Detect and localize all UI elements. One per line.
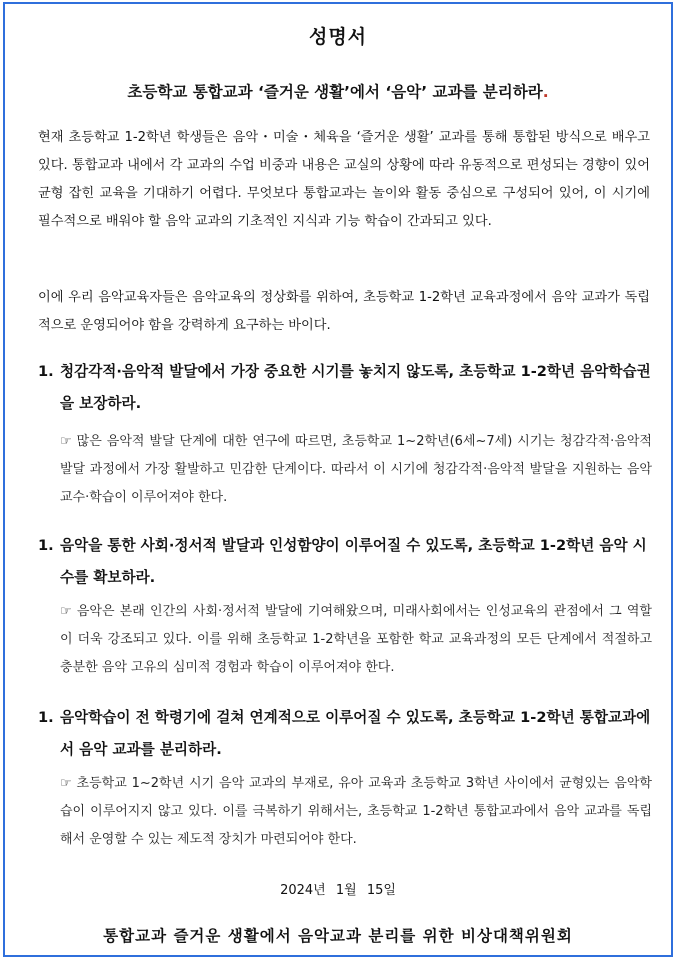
statement-document (3, 2, 673, 957)
item-heading-text: 청감각적·음악적 발달에서 가장 중요한 시기를 놓치지 않도록, 초등학교 1-2학년 음악학습권을 보장하라. (60, 363, 651, 412)
subtitle-text: 초등학교 통합교과 ‘즐거운 생활’에서 ‘음악’ 교과를 분리하라 (127, 83, 543, 101)
demand-paragraph: 이에 우리 음악교육자들은 음악교육의 정상화를 위하여, 초등학교 1-2학년 교육과정에서 음악 교과가 독립적으로 운영되어야 함을 강력하게 요구하는 바이다. (38, 290, 650, 333)
subtitle-period: . (542, 83, 549, 101)
item-heading-text: 음악을 통한 사회·정서적 발달과 인성함양이 이루어질 수 있도록, 초등학교 1-2학년 음악 시수를 확보하라. (60, 537, 647, 586)
demand-item-2-heading (38, 530, 652, 594)
item-number: 1. (38, 537, 54, 554)
document-subtitle (5, 80, 671, 102)
intro-paragraph: 현재 초등학교 1-2학년 학생들은 음악・미술・체육을 ‘즐거운 생활’ 교과를 통해 통합된 방식으로 배우고 있다. 통합교과 내에서 각 교과의 수업 비중과 내용은 교실의 상황에 따라 유동적으로 편성되는 경향이 있어 균형 잡힌 교육을 기대하기 어렵다. 무엇보다 통합교과는 놀이와 활동 중심으로 구성되어 있어, 이 시기에 필수적으로 배워야 할 음악 교과의 기초적인 지식과 기능 학습이 간과되고 있다. (38, 130, 650, 229)
demand-item-1-heading (38, 356, 652, 420)
item-heading-text: 음악학습이 전 학령기에 걸쳐 연계적으로 이루어질 수 있도록, 초등학교 1-2학년 통합교과에서 음악 교과를 분리하라. (60, 709, 651, 758)
demand-item-3-heading (38, 702, 652, 766)
document-date: 2024년 1월 15일 (280, 883, 396, 898)
demand-item-2-body: ☞ 음악은 본래 인간의 사회·정서적 발달에 기여해왔으며, 미래사회에서는 인성교육의 관점에서 그 역할이 더욱 강조되고 있다. 이를 위해 초등학교 1-2학년을 포함한 학교 교육과정의 모든 단계에서 적절하고 충분한 음악 고유의 심미적 경험과 학습이 이루어져야 한다. (60, 604, 652, 675)
item-number: 1. (38, 709, 54, 726)
document-title: 성명서 (308, 26, 368, 48)
item-number: 1. (38, 363, 54, 380)
issuing-organization: 통합교과 즐거운 생활에서 음악교과 분리를 위한 비상대책위원회 (103, 927, 573, 945)
demand-item-3-body: ☞ 초등학교 1~2학년 시기 음악 교과의 부재로, 유아 교육과 초등학교 3학년 사이에서 균형있는 음악학습이 이루어지지 않고 있다. 이를 극복하기 위해서는, 초등학교 1-2학년 통합교과에서 음악 교과를 독립해서 운영할 수 있는 제도적 장치가 마련되어야 한다. (60, 776, 652, 847)
demand-item-1-body: ☞ 많은 음악적 발달 단계에 대한 연구에 따르면, 초등학교 1~2학년(6세~7세) 시기는 청감각적·음악적 발달 과정에서 가장 활발하고 민감한 단계이다. 따라서 이 시기에 청감각적·음악적 발달을 지원하는 음악 교수·학습이 이루어져야 한다. (60, 434, 652, 505)
